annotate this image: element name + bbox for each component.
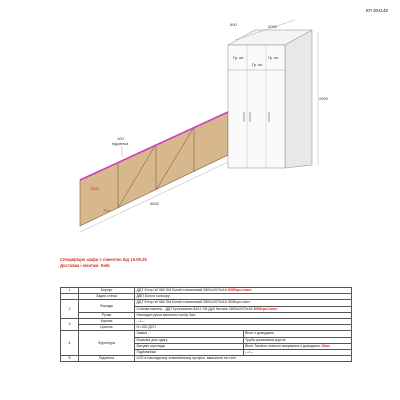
spec-note-date: Специфіцію шафи с панеллю від 19.05.25: [60, 257, 147, 262]
row-value: Blum з доводжою: [243, 331, 352, 337]
row-value: Стінова панель - ДДТ Кроношпан 8431 SN Дуб Натане 2800х2070х18 3068грн./лист: [135, 306, 352, 312]
led-count: 100: [117, 136, 124, 141]
upper-label-3: Гр. кн.: [268, 55, 280, 60]
wardrobe-height-dim: 2900: [319, 96, 328, 101]
spec-note-delivery: Доставка і монтаж: Київ: [60, 263, 110, 268]
row-accent: 3068грн./лист: [253, 306, 278, 311]
row-label: Цоколь: [79, 325, 135, 331]
panel-from-floor-dim: 700: [103, 208, 110, 213]
row-value: LED в накладному алюмінієвому профілі, вмикання на стіні: [135, 356, 352, 362]
row-value: ---/---: [243, 349, 352, 355]
upper-label-1: Гр. кн.: [233, 55, 245, 60]
row-label: Карниз: [79, 318, 135, 324]
row-label: Задня стінка: [79, 294, 135, 300]
row-num: 5: [61, 356, 79, 362]
upper-label-2: Гр. кн.: [252, 62, 264, 67]
row-value: H=100 ДСП: [135, 325, 352, 331]
document-code: КП 304145: [365, 8, 388, 13]
row-accent: 3535грн./лист: [227, 288, 252, 293]
row-value: ДДТ Еггер W 980 SM Білий платиновий 2800х2070х18 3535грн./лист: [135, 300, 352, 306]
row-label: Фурнітура: [79, 331, 135, 356]
wardrobe: [228, 30, 312, 168]
row-num: 3: [61, 318, 79, 330]
row-value: ДВП Білого кольору: [135, 294, 352, 300]
wardrobe-width-dim: 2000: [268, 24, 277, 29]
led-label: підсвітка: [112, 141, 129, 146]
table-row: [61, 356, 352, 362]
row-value: Накладні ручки віконного колір 3шт.: [135, 312, 352, 318]
row-sublabel: Вішалка для одягу: [135, 337, 244, 343]
row-label: Ручки: [79, 312, 135, 318]
row-value: Blum Tandem повного висування з доводжою 10шт.: [243, 343, 352, 349]
row-sublabel: Висувні шухляди: [135, 343, 244, 349]
row-label: Фасади: [79, 300, 135, 312]
row-accent: 10шт.: [321, 343, 331, 348]
row-label: Корпус: [79, 288, 135, 294]
row-num: 1: [61, 288, 79, 294]
row-value: ДДТ Еггер W 980 SM Білий платиновий 2800х2070х18 3535грн./лист: [135, 288, 352, 294]
panel-height-dim: 2000: [90, 186, 99, 191]
row-label: Підсвітка: [79, 356, 135, 362]
row-value: ---/---: [135, 318, 352, 324]
row-sublabel: Завіси: [135, 331, 244, 337]
spec-table: [60, 287, 352, 362]
row-num: 2: [61, 300, 79, 319]
row-num: 4: [61, 331, 79, 356]
wardrobe-depth-dim: 600: [230, 22, 237, 27]
row-value: Труба хромована кругла: [243, 337, 352, 343]
panel-length-dim: 4840: [150, 201, 159, 206]
row-sublabel: Підйомники: [135, 349, 244, 355]
